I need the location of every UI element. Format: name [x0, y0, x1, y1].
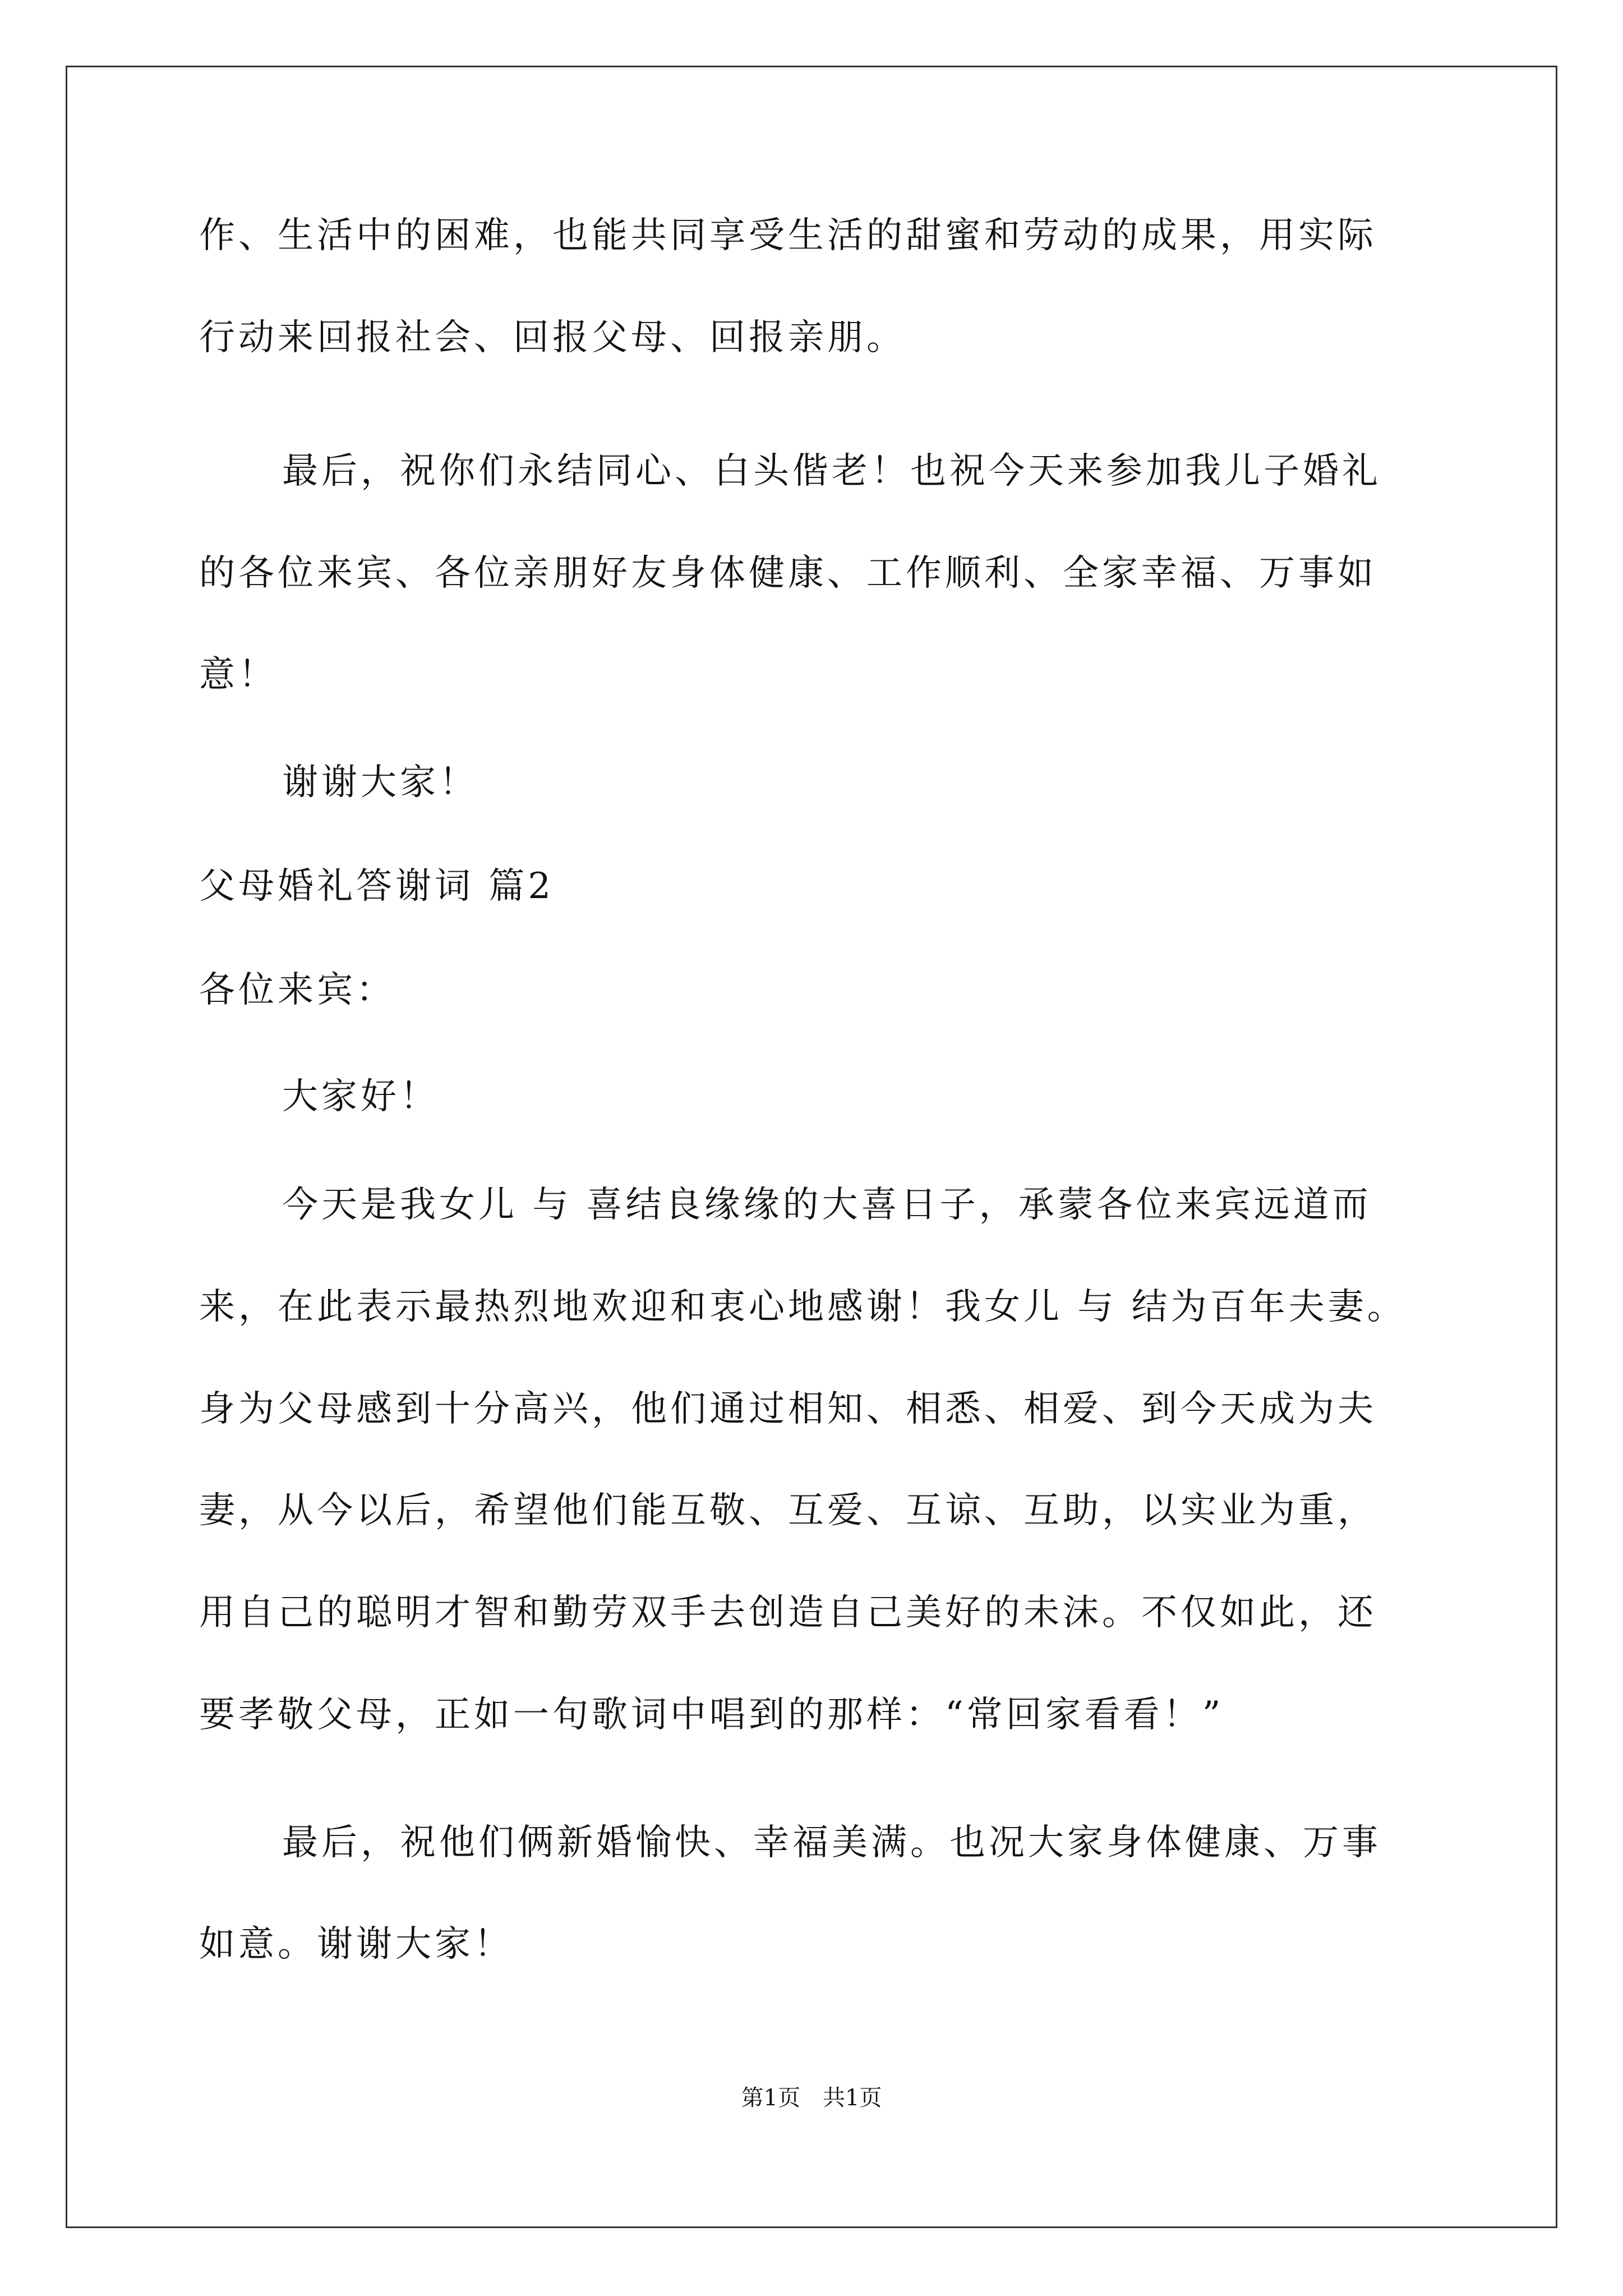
- paragraph-2-line-2: 的各位来宾、各位亲朋好友身体健康、工作顺利、全家幸福、万事如: [199, 553, 1377, 594]
- paragraph-main-line-6: 要孝敬父母，正如一句歌词中唱到的那样：“常回家看看！”: [199, 1694, 1224, 1736]
- page-footer: 第1页 共1页: [741, 2085, 882, 2111]
- page-border: [66, 66, 1557, 2228]
- paragraph-main-line-4: 妻，从今以后，希望他们能互敬、互爱、互谅、互助，以实业为重，: [199, 1490, 1377, 1531]
- greeting: 大家好！: [282, 1076, 439, 1117]
- paragraph-2-line-3: 意！: [199, 654, 278, 696]
- paragraph-main-line-3: 身为父母感到十分高兴，他们通过相知、相悉、相爱、到今天成为夫: [199, 1388, 1377, 1430]
- thanks-line: 谢谢大家！: [282, 762, 478, 803]
- paragraph-main-line-2: 来，在此表示最热烈地欢迎和衷心地感谢！我女儿 与 结为百年夫妻。: [199, 1286, 1407, 1328]
- closing-line-2: 如意。谢谢大家！: [199, 1924, 513, 1965]
- paragraph-1-line-1: 作、生活中的困难，也能共同享受生活的甜蜜和劳动的成果，用实际: [199, 215, 1377, 256]
- paragraph-main-line-1: 今天是我女儿 与 喜结良缘缘的大喜日子，承蒙各位来宾远道而: [282, 1184, 1372, 1226]
- paragraph-main-line-5: 用自己的聪明才智和勤劳双手去创造自己美好的未沫。不仅如此，还: [199, 1592, 1377, 1634]
- section-heading: 父母婚礼答谢词 篇2: [199, 866, 555, 907]
- salutation: 各位来宾：: [199, 969, 395, 1011]
- paragraph-2-line-1: 最后，祝你们永结同心、白头偕老！也祝今天来参加我儿子婚礼: [282, 450, 1381, 492]
- closing-line-1: 最后，祝他们俩新婚愉快、幸福美满。也况大家身体健康、万事: [282, 1822, 1381, 1864]
- paragraph-1-line-2: 行动来回报社会、回报父母、回报亲朋。: [199, 317, 906, 358]
